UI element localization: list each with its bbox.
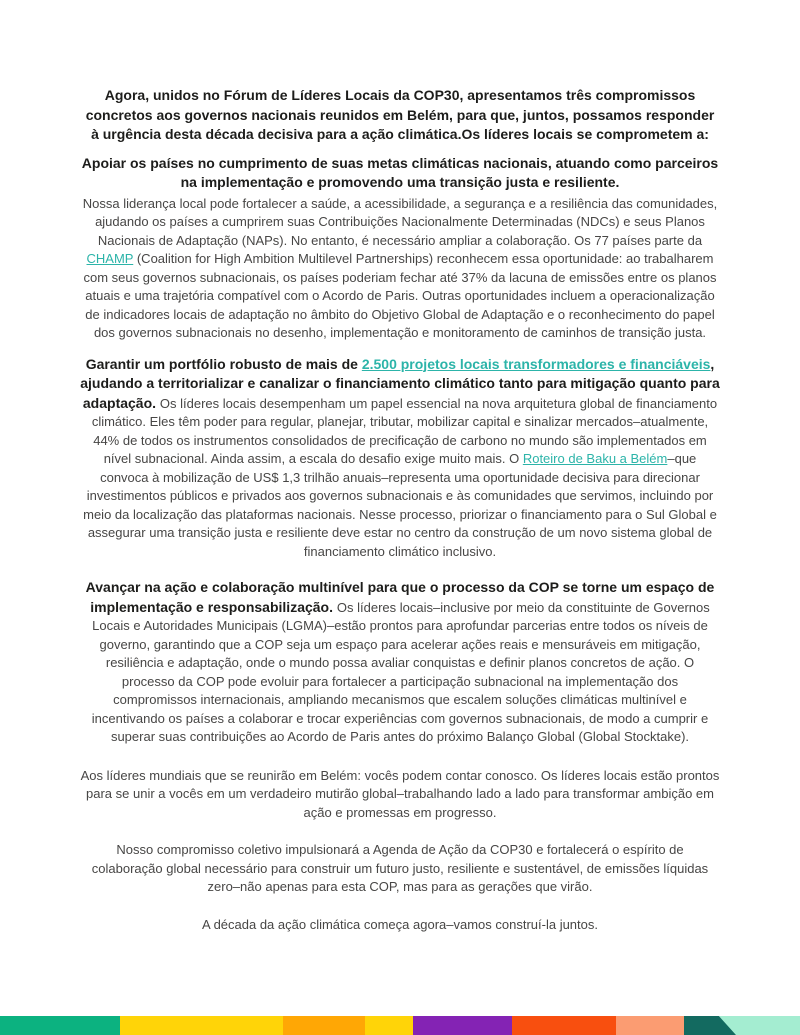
stripe-band-red-orange — [512, 1016, 616, 1035]
commitment-2-heading-text-2: , ajudando a territorializar e canalizar o financiamento climático tanto para mitigação quanto para adaptação. — [80, 355, 720, 411]
commitment-1-heading-text: Apoiar os países no cumprimento de suas metas climáticas nacionais, atuando como parceiros na implementação e promovendo uma transição justa e resiliente. — [81, 154, 719, 190]
intro-paragraph — [80, 86, 720, 145]
commitment-3-paragraph — [80, 578, 720, 747]
document-body — [80, 86, 720, 934]
commitment-1-heading — [80, 154, 720, 193]
closing-paragraph-3 — [80, 916, 720, 935]
footer-color-stripe — [0, 1016, 800, 1035]
commitment-3-text: Os líderes locais–inclusive por meio da constituinte de Governos Locais e Autoridades Municipais (LGMA)–estão prontos para aprofundar parcerias entre todos os níveis de governo, garantindo que a COP seja um espaço para acelerar ações reais e mensuráveis em mitigação, resiliência e adaptação, onde o mundo possa avaliar conquistas e definir planos concretos de ação. O processo da COP pode evoluir para fortalecer a participação subnacional na implementação dos compromissos internacionais, ampliando mecanismos que escalem soluções climáticas multinível e incentivando os países a colaborar e trocar experiências com governos subnacionais, de modo a cumprir e superar suas contribuições ao Acordo de Paris antes do próximo Balanço Global (Global Stocktake). — [91, 599, 710, 744]
stripe-band-salmon — [616, 1016, 684, 1035]
closing-2-text: Nosso compromisso coletivo impulsionará a Agenda de Ação da COP30 e fortalecerá o espírito de colaboração global necessário para construir um futuro justo, resiliente e sustentável, de emissões líquidas zero–não apenas para esta COP, mas para as gerações que virão. — [91, 842, 709, 894]
commitment-2-paragraph — [80, 355, 720, 562]
projects-portfolio-link[interactable]: 2.500 projetos locais transformadores e financiáveis — [361, 355, 711, 372]
stripe-band-yellow — [120, 1016, 283, 1035]
commitment-1-text-1: Nossa liderança local pode fortalecer a saúde, a acessibilidade, a segurança e a resiliência das comunidades, ajudando os países a cumprirem suas Contribuições Nacionalmente Determinadas (NDCs) e seus Planos Nacionais de Adaptação (NAPs). No entanto, é necessário ampliar a colaboração. Os 77 países parte da — [82, 195, 718, 248]
commitment-3-heading-text: Avançar na ação e colaboração multinível para que o processo da COP se torne um espaço de implementação e responsabilização. — [85, 579, 715, 615]
stripe-band-purple — [413, 1016, 512, 1035]
closing-3-text: A década da ação climática começa agora–vamos construí-la juntos. — [202, 916, 598, 932]
baku-belem-roadmap-link[interactable]: Roteiro de Baku a Belém — [522, 451, 668, 466]
commitment-1-body — [80, 195, 720, 343]
commitment-2-text-2: –que convoca à mobilização de US$ 1,3 trilhão anuais–representa uma oportunidade decisiva para direcionar investimentos públicos e privados aos governos subnacionais e às comunidades que servimos, incluindo por meio da localização das plataformas nacionais. Nesse processo, priorizar o financiamento para o Sul Global e assegurar uma transição justa e resiliente deve estar no centro da construção de um novo sistema global de financiamento climático inclusivo. — [83, 451, 717, 559]
stripe-band-darkteal — [684, 1016, 736, 1035]
champ-link[interactable]: CHAMP — [86, 251, 134, 266]
commitment-2-heading-text-1: Garantir um portfólio robusto de mais de — [85, 355, 362, 372]
stripe-band-yellow-2 — [365, 1016, 413, 1035]
stripe-band-orange — [283, 1016, 365, 1035]
commitment-1-text-2: (Coalition for High Ambition Multilevel Partnerships) reconhecem essa oportunidade: ao trabalharem com seus governos subnacionais, os países poderiam fechar até 37% da lacuna de emissões entre os planos atuais e uma trajetória compatível com o Acordo de Paris. Outras oportunidades incluem a operacionalização de indicadores locais de adaptação no âmbito do Objetivo Global de Adaptação e o reconhecimento do papel dos governos subnacionais no desenho, implementação e monitoramento de caminhos de transição justa. — [83, 251, 717, 340]
closing-paragraph-1 — [80, 767, 720, 823]
closing-1-text: Aos líderes mundiais que se reunirão em Belém: vocês podem contar conosco. Os líderes locais estão prontos para se unir a vocês em um verdadeiro mutirão global–trabalhando lado a lado para transformar ambição em ação e promessas em progresso. — [80, 767, 720, 820]
stripe-band-green — [0, 1016, 120, 1035]
intro-text: Agora, unidos no Fórum de Líderes Locais da COP30, apresentamos três compromissos concretos aos governos nacionais reunidos em Belém, para que, juntos, possamos responder à urgência desta década decisiva para a ação climática.Os líderes locais se comprometem a: — [85, 87, 715, 142]
closing-paragraph-2 — [80, 841, 720, 897]
commitment-2-text-1: Os líderes locais desempenham um papel essencial na nova arquitetura global de financiamento climático. Eles têm poder para regular, planejar, tributar, mobilizar capital e sinalizar mercados–atualmente, 44% de todos os instrumentos consolidados de precificação de carbono no mundo são implementados em nível subnacional. Ainda assim, a escala do desafio exige muito mais. O — [91, 395, 718, 466]
